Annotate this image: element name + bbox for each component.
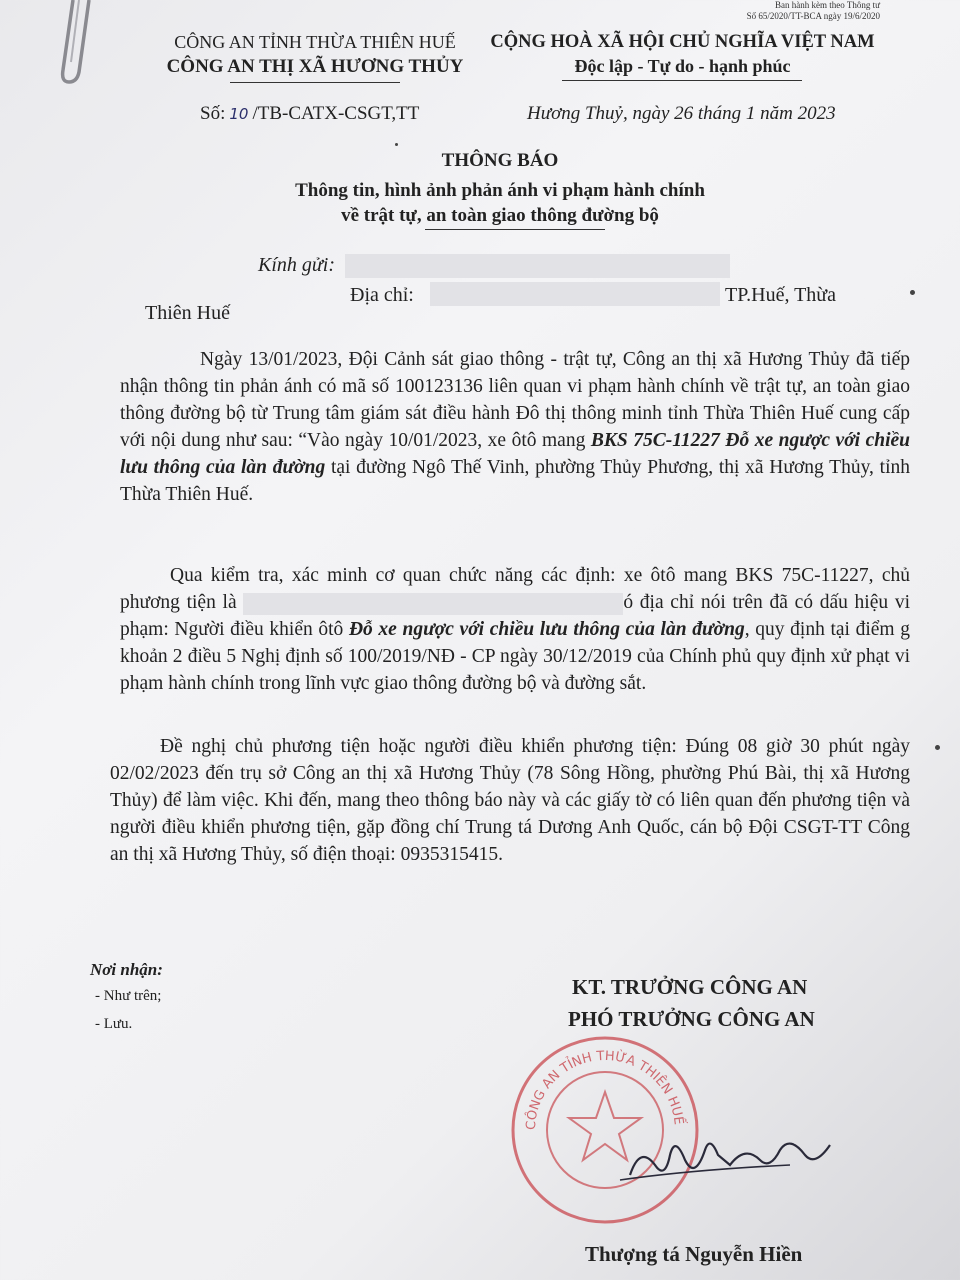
paragraph-1 <box>120 346 910 508</box>
noi-nhan-item-1: - Như trên; <box>95 988 162 1004</box>
owner-redacted <box>243 593 623 615</box>
p1-violation: BKS 75C-11227 Đỗ xe ngược với chiều lưu thông của làn đường <box>120 430 910 478</box>
signature-icon <box>610 1125 840 1195</box>
recipient-redacted <box>345 254 730 278</box>
number-prefix: Số: <box>200 103 226 124</box>
document-number <box>200 103 419 125</box>
place-date: Hương Thuỷ, ngày 26 tháng 1 năm 2023 <box>527 103 836 124</box>
p2-text-a: Qua kiểm tra, xác minh cơ quan chức năng các định: xe ôtô mang BKS 75C-11227, chủ phương tiện là <box>120 565 910 613</box>
number-handwritten: 10 <box>229 105 249 123</box>
title-underline <box>425 229 605 230</box>
ink-dot <box>395 143 398 146</box>
paperclip-icon <box>55 0 115 90</box>
paragraph-2 <box>120 562 910 697</box>
national-title: CỘNG HOÀ XÃ HỘI CHỦ NGHĨA VIỆT NAM <box>490 32 875 52</box>
national-motto: Độc lập - Tự do - hạnh phúc <box>574 56 791 76</box>
noi-nhan-item-2: - Lưu. <box>95 1016 133 1032</box>
noi-nhan-label: Nơi nhận: <box>90 960 163 979</box>
stamp-text: CÔNG AN TỈNH THỪA THIÊN HUẾ <box>523 1048 686 1131</box>
paragraph-3: Đề nghị chủ phương tiện hoặc người điều khiển phương tiện: Đúng 08 giờ 30 phút ngày 02/02/2023 đến trụ sở Công an thị xã Hương Thủy (78 Sông Hồng, phường Phú Bài, thị xã Hương Thủy) để làm việc. Khi đến, mang theo thông báo này và các giấy tờ có liên quan đến phương tiện và người điều khiển phương tiện, gặp đồng chí Trung tá Dương Anh Quốc, cán bộ Đội CSGT-TT Công an thị xã Hương Thủy, số điện thoại: 0935315415. <box>110 736 910 865</box>
address-tail: TP.Huế, Thừa <box>725 284 837 306</box>
form-note <box>747 0 880 22</box>
ink-dot <box>910 290 915 295</box>
sign-title-1: KT. TRƯỞNG CÔNG AN <box>572 975 808 999</box>
kinh-gui-label: Kính gửi: <box>258 254 336 276</box>
number-suffix: /TB-CATX-CSGT,TT <box>252 103 420 124</box>
agency-parent: CÔNG AN TỈNH THỪA THIÊN HUẾ <box>174 32 456 52</box>
form-note-line1: Ban hành kèm theo Thông tư <box>775 0 880 10</box>
form-note-line2: Số 65/2020/TT-BCA ngày 19/6/2020 <box>746 11 880 21</box>
p2-violation: Đỗ xe ngược với chiều lưu thông của làn đường <box>348 619 745 640</box>
p1-text-a: Ngày 13/01/2023, Đội Cảnh sát giao thông - trật tự, Công an thị xã Hương Thủy đã tiếp nhận thông tin phản ánh có mã số 100123136 liên quan vi phạm hành chính về trật tự, an toàn giao thông đường bộ từ Trung tâm giám sát điều hành Đô thị thông minh tỉnh Thừa Thiên Huế cung cấp với nội dung như sau: “Vào ngày 10/01/2023, xe ôtô mang <box>120 349 910 451</box>
dia-chi-label: Địa chỉ: <box>350 284 414 306</box>
p1-text-b: tại đường Ngô Thế Vinh, phường Thủy Phương, thị xã Hương Thủy, tỉnh Thừa Thiên Huế. <box>120 457 910 505</box>
p2-text-c: , quy định tại điểm g khoản 2 điều 5 Nghị định số 100/2019/NĐ - CP ngày 30/12/2019 của Chính phủ quy định xử phạt vi phạm hành chính trong lĩnh vực giao thông đường bộ và đường sắt. <box>120 619 910 694</box>
ink-dot <box>935 745 940 750</box>
motto-underline <box>562 80 802 81</box>
address-redacted <box>430 282 720 306</box>
address-line2: Thiên Huế <box>145 302 230 324</box>
agency-underline <box>230 82 400 83</box>
p2-text-b: ó địa chỉ nói trên đã có dấu hiệu vi phạm: Người điều khiển ôtô <box>120 592 911 640</box>
doc-subtitle-1: Thông tin, hình ảnh phản ánh vi phạm hành chính <box>295 180 705 201</box>
sign-title-2: PHÓ TRƯỞNG CÔNG AN <box>568 1007 815 1031</box>
doc-subtitle-2: về trật tự, an toàn giao thông đường bộ <box>341 205 659 226</box>
agency-name: CÔNG AN THỊ XÃ HƯƠNG THỦY <box>166 56 464 77</box>
doc-title: THÔNG BÁO <box>441 150 559 171</box>
signer-name: Thượng tá Nguyễn Hiền <box>585 1242 803 1266</box>
